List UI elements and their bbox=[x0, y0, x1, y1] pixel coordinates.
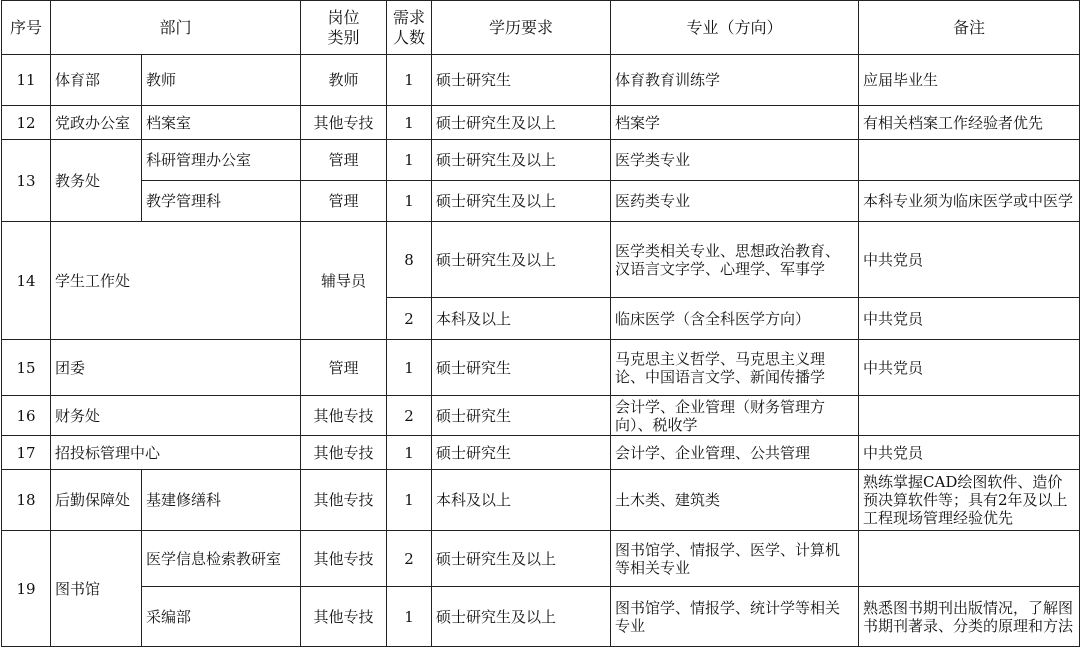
major-cell: 体育教育训练学 bbox=[611, 55, 859, 106]
remark-cell bbox=[859, 531, 1080, 587]
major-cell: 医学类相关专业、思想政治教育、汉语言文字学、心理学、军事学 bbox=[611, 222, 859, 298]
recruitment-table bbox=[1, 0, 1080, 647]
table-row bbox=[2, 181, 1080, 222]
table-row bbox=[2, 470, 1080, 531]
header-seq: 序号 bbox=[2, 1, 51, 55]
remark-cell: 本科专业须为临床医学或中医学 bbox=[859, 181, 1080, 222]
table-row bbox=[2, 140, 1080, 181]
dept-cell: 体育部 bbox=[51, 55, 142, 106]
category-cell: 其他专技 bbox=[301, 396, 387, 436]
count-cell: 1 bbox=[387, 181, 432, 222]
dept-cell: 教务处 bbox=[51, 140, 142, 222]
remark-cell: 应届毕业生 bbox=[859, 55, 1080, 106]
count-cell: 1 bbox=[387, 340, 432, 396]
dept-cell: 学生工作处 bbox=[51, 222, 301, 340]
dept-cell: 团委 bbox=[51, 340, 301, 396]
table-row bbox=[2, 396, 1080, 436]
seq-cell: 19 bbox=[2, 531, 51, 647]
education-cell: 本科及以上 bbox=[432, 470, 611, 531]
major-cell: 图书馆学、情报学、统计学等相关专业 bbox=[611, 587, 859, 647]
dept-cell: 后勤保障处 bbox=[51, 470, 142, 531]
education-cell: 硕士研究生及以上 bbox=[432, 140, 611, 181]
remark-cell: 熟练掌握CAD绘图软件、造价预决算软件等；具有2年及以上工程现场管理经验优先 bbox=[859, 470, 1080, 531]
category-cell: 其他专技 bbox=[301, 106, 387, 140]
header-major: 专业（方向） bbox=[611, 1, 859, 55]
category-cell: 管理 bbox=[301, 181, 387, 222]
count-cell: 1 bbox=[387, 106, 432, 140]
count-cell: 1 bbox=[387, 55, 432, 106]
seq-cell: 16 bbox=[2, 396, 51, 436]
seq-cell: 11 bbox=[2, 55, 51, 106]
header-dept: 部门 bbox=[51, 1, 301, 55]
remark-cell: 中共党员 bbox=[859, 436, 1080, 470]
major-cell: 会计学、企业管理（财务管理方向）、税收学 bbox=[611, 396, 859, 436]
seq-cell: 13 bbox=[2, 140, 51, 222]
education-cell: 硕士研究生 bbox=[432, 340, 611, 396]
sub-dept-cell: 基建修缮科 bbox=[142, 470, 301, 531]
education-cell: 硕士研究生及以上 bbox=[432, 531, 611, 587]
category-cell: 其他专技 bbox=[301, 436, 387, 470]
category-cell: 其他专技 bbox=[301, 470, 387, 531]
header-count: 需求人数 bbox=[387, 1, 432, 55]
count-cell: 1 bbox=[387, 140, 432, 181]
remark-cell bbox=[859, 396, 1080, 436]
education-cell: 本科及以上 bbox=[432, 298, 611, 340]
education-cell: 硕士研究生及以上 bbox=[432, 181, 611, 222]
count-cell: 1 bbox=[387, 436, 432, 470]
table-row bbox=[2, 587, 1080, 647]
category-cell: 教师 bbox=[301, 55, 387, 106]
count-cell: 8 bbox=[387, 222, 432, 298]
header-education: 学历要求 bbox=[432, 1, 611, 55]
dept-cell: 财务处 bbox=[51, 396, 301, 436]
remark-cell bbox=[859, 140, 1080, 181]
remark-cell: 有相关档案工作经验者优先 bbox=[859, 106, 1080, 140]
category-cell: 管理 bbox=[301, 140, 387, 181]
table-row bbox=[2, 531, 1080, 587]
header-category: 岗位类别 bbox=[301, 1, 387, 55]
sub-dept-cell: 教学管理科 bbox=[142, 181, 301, 222]
remark-cell: 中共党员 bbox=[859, 340, 1080, 396]
dept-cell: 招投标管理中心 bbox=[51, 436, 301, 470]
table-row bbox=[2, 222, 1080, 298]
major-cell: 医学类专业 bbox=[611, 140, 859, 181]
major-cell: 图书馆学、情报学、医学、计算机等相关专业 bbox=[611, 531, 859, 587]
education-cell: 硕士研究生 bbox=[432, 436, 611, 470]
seq-cell: 14 bbox=[2, 222, 51, 340]
category-cell: 管理 bbox=[301, 340, 387, 396]
remark-cell: 中共党员 bbox=[859, 222, 1080, 298]
seq-cell: 12 bbox=[2, 106, 51, 140]
table-row bbox=[2, 340, 1080, 396]
education-cell: 硕士研究生及以上 bbox=[432, 106, 611, 140]
education-cell: 硕士研究生及以上 bbox=[432, 587, 611, 647]
count-cell: 1 bbox=[387, 587, 432, 647]
count-cell: 1 bbox=[387, 470, 432, 531]
seq-cell: 18 bbox=[2, 470, 51, 531]
education-cell: 硕士研究生及以上 bbox=[432, 222, 611, 298]
major-cell: 会计学、企业管理、公共管理 bbox=[611, 436, 859, 470]
major-cell: 档案学 bbox=[611, 106, 859, 140]
header-row bbox=[2, 1, 1080, 55]
remark-cell: 中共党员 bbox=[859, 298, 1080, 340]
category-cell: 其他专技 bbox=[301, 587, 387, 647]
category-cell: 辅导员 bbox=[301, 222, 387, 340]
dept-cell: 党政办公室 bbox=[51, 106, 142, 140]
sub-dept-cell: 档案室 bbox=[142, 106, 301, 140]
major-cell: 马克思主义哲学、马克思主义理论、中国语言文学、新闻传播学 bbox=[611, 340, 859, 396]
sub-dept-cell: 教师 bbox=[142, 55, 301, 106]
remark-cell: 熟悉图书期刊出版情况，了解图书期刊著录、分类的原理和方法 bbox=[859, 587, 1080, 647]
table-row bbox=[2, 55, 1080, 106]
education-cell: 硕士研究生 bbox=[432, 55, 611, 106]
count-cell: 2 bbox=[387, 531, 432, 587]
header-remark: 备注 bbox=[859, 1, 1080, 55]
major-cell: 临床医学（含全科医学方向） bbox=[611, 298, 859, 340]
seq-cell: 17 bbox=[2, 436, 51, 470]
seq-cell: 15 bbox=[2, 340, 51, 396]
count-cell: 2 bbox=[387, 298, 432, 340]
table-row bbox=[2, 436, 1080, 470]
sub-dept-cell: 采编部 bbox=[142, 587, 301, 647]
dept-cell: 图书馆 bbox=[51, 531, 142, 647]
education-cell: 硕士研究生 bbox=[432, 396, 611, 436]
table-row bbox=[2, 106, 1080, 140]
major-cell: 土木类、建筑类 bbox=[611, 470, 859, 531]
category-cell: 其他专技 bbox=[301, 531, 387, 587]
major-cell: 医药类专业 bbox=[611, 181, 859, 222]
sub-dept-cell: 科研管理办公室 bbox=[142, 140, 301, 181]
count-cell: 2 bbox=[387, 396, 432, 436]
sub-dept-cell: 医学信息检索教研室 bbox=[142, 531, 301, 587]
